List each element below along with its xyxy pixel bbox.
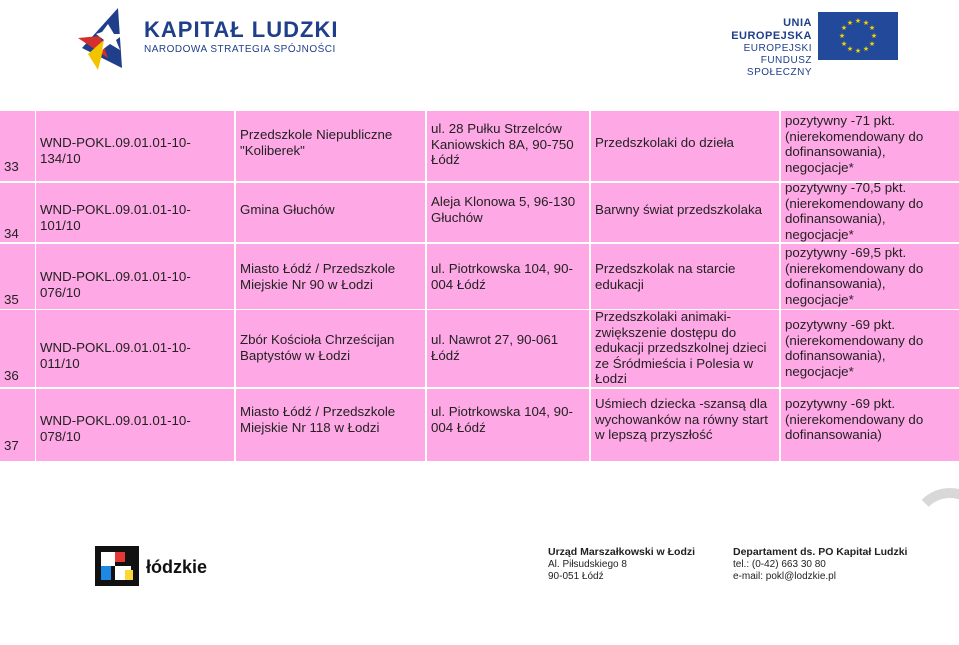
urzad-addr2: 90-051 Łódź	[548, 571, 604, 582]
cell-result	[781, 389, 959, 461]
row-number: 35	[4, 292, 19, 307]
department-info	[733, 546, 907, 584]
cell-applicant	[236, 111, 425, 181]
ue-line3: FUNDUSZ SPOŁECZNY	[746, 55, 812, 78]
cell-lp	[0, 389, 35, 461]
row-number: 34	[4, 226, 19, 241]
svg-text:★: ★	[868, 40, 876, 48]
svg-text:★: ★	[870, 32, 878, 40]
svg-text:★: ★	[862, 45, 870, 53]
kapital-ludzki-logo	[78, 8, 134, 72]
urzad-head: Urząd Marszałkowski w Łodzi	[548, 546, 696, 558]
cell-code	[36, 310, 234, 387]
applicant-address: ul. 28 Pułku Strzelców Kaniowskich 8A, 90-750 Łódź	[431, 121, 574, 167]
decorative-arc	[910, 488, 959, 568]
cell-result	[781, 111, 959, 181]
cell-code	[36, 111, 234, 181]
applicant-address: Aleja Klonowa 5, 96-130 Głuchów	[431, 194, 576, 225]
applicant-address: ul. Nawrot 27, 90-061 Łódź	[431, 332, 559, 363]
applicant-name: Przedszkole Niepubliczne "Koliberek"	[240, 127, 393, 158]
urzad-info	[548, 546, 695, 584]
cell-address	[427, 310, 589, 387]
evaluation-result: pozytywny -69 pkt.(nierekomendowany do dofinansowania)	[785, 396, 924, 442]
dept-tel: tel.: (0-42) 663 30 80	[733, 558, 826, 570]
application-code: WND-POKL.09.01.01-10-134/10	[40, 135, 191, 166]
cell-title	[591, 111, 779, 181]
application-code: WND-POKL.09.01.01-10-078/10	[40, 413, 191, 444]
svg-text:★: ★	[840, 24, 848, 32]
table-row	[0, 244, 959, 309]
svg-text:★: ★	[840, 40, 848, 48]
cell-result	[781, 310, 959, 387]
svg-text:★: ★	[862, 19, 870, 27]
cell-lp	[0, 183, 35, 242]
urzad-addr1: Al. Piłsudskiego 8	[548, 558, 627, 570]
applicant-address: ul. Piotrkowska 104, 90-004 Łódź	[431, 261, 573, 292]
table-row	[0, 180, 959, 242]
evaluation-result: pozytywny -69,5 pkt.(nierekomendowany do dofinansowania), negocjacje*	[785, 245, 924, 307]
cell-title	[591, 244, 779, 309]
applicant-address: ul. Piotrkowska 104, 90-004 Łódź	[431, 404, 573, 435]
row-number: 33	[4, 159, 19, 174]
kapital-ludzki-wordmark	[144, 18, 338, 55]
svg-text:★: ★	[838, 32, 846, 40]
cell-title	[591, 183, 779, 242]
eu-flag-icon	[818, 12, 898, 60]
cell-address	[427, 111, 589, 181]
cell-applicant	[236, 389, 425, 461]
cell-address	[427, 244, 589, 309]
cell-lp	[0, 244, 35, 309]
dept-head: Departament ds. PO Kapitał Ludzki	[733, 546, 908, 558]
applicant-name: Gmina Głuchów	[240, 202, 335, 217]
cell-result	[781, 244, 959, 309]
lodzkie-logo-icon	[95, 546, 139, 586]
project-title: Przedszkolak na starcie edukacji	[595, 261, 736, 292]
table-row	[0, 111, 959, 181]
ue-line2: EUROPEJSKI	[743, 43, 812, 54]
svg-text:★: ★	[846, 19, 854, 27]
kl-title: KAPITAŁ LUDZKI	[144, 17, 339, 42]
cell-lp	[0, 111, 35, 181]
project-title: Przedszkolaki animaki- zwiększenie dostępu do edukacji przedszkolnej dzieci ze Śródmieścia i Polesia w Łodzi	[595, 309, 767, 386]
table-row	[0, 310, 959, 387]
project-title: Barwny świat przedszkolaka	[595, 202, 763, 217]
cell-address	[427, 183, 589, 242]
evaluation-result: pozytywny -71 pkt.(nierekomendowany do dofinansowania), negocjacje*	[785, 113, 924, 175]
cell-code	[36, 389, 234, 461]
application-code: WND-POKL.09.01.01-10-011/10	[40, 340, 191, 371]
dept-email: e-mail: pokl@lodzkie.pl	[733, 571, 836, 582]
svg-text:★: ★	[846, 45, 854, 53]
cell-code	[36, 183, 234, 242]
cell-lp	[0, 310, 35, 387]
cell-title	[591, 389, 779, 461]
application-code: WND-POKL.09.01.01-10-101/10	[40, 202, 191, 233]
evaluation-result: pozytywny -69 pkt.(nierekomendowany do dofinansowania), negocjacje*	[785, 317, 924, 379]
cell-applicant	[236, 183, 425, 242]
cell-address	[427, 389, 589, 461]
project-title: Przedszkolaki do dzieła	[595, 135, 734, 150]
cell-result	[781, 180, 959, 242]
project-title: Uśmiech dziecka -szansą dla wychowanków na równy start w lepszą przyszłość	[595, 396, 768, 442]
evaluation-result: pozytywny -70,5 pkt.(nierekomendowany do dofinansowania), negocjacje*	[785, 180, 924, 242]
cell-applicant	[236, 244, 425, 309]
kl-subtitle: NARODOWA STRATEGIA SPÓJNOŚCI	[144, 44, 336, 55]
lodzkie-wordmark: łódzkie	[146, 557, 208, 577]
applicant-name: Zbór Kościoła Chrześcijan Baptystów w Łodzi	[240, 332, 395, 363]
ue-wordmark	[700, 17, 812, 79]
applicant-name: Miasto Łódź / Przedszkole Miejskie Nr 90 w Łodzi	[240, 261, 396, 292]
svg-text:★: ★	[854, 17, 862, 25]
svg-text:★: ★	[868, 24, 876, 32]
cell-title	[591, 310, 779, 387]
cell-code	[36, 244, 234, 309]
row-number: 37	[4, 438, 19, 453]
table-row	[0, 389, 959, 461]
ue-line1: UNIA EUROPEJSKA	[731, 17, 812, 42]
cell-applicant	[236, 310, 425, 387]
application-code: WND-POKL.09.01.01-10-076/10	[40, 269, 191, 300]
row-number: 36	[4, 368, 19, 383]
applicant-name: Miasto Łódź / Przedszkole Miejskie Nr 118 w Łodzi	[240, 404, 396, 435]
svg-text:★: ★	[854, 47, 862, 55]
